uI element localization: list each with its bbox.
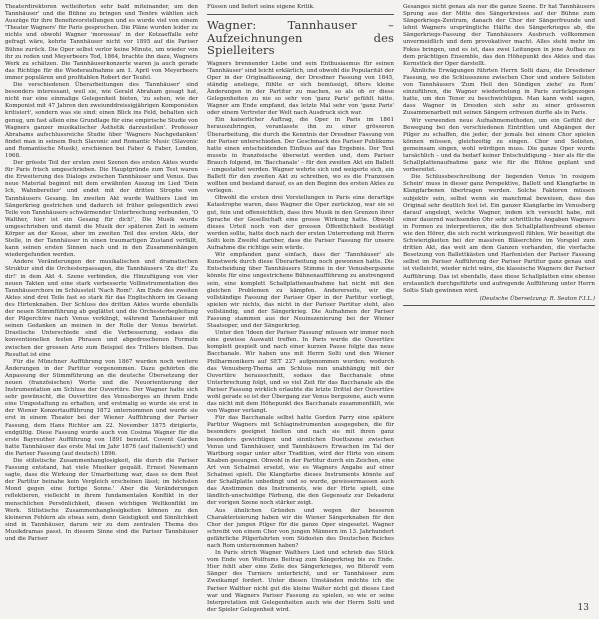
paragraph: Gesanges nicht genau als nur die ganze Szene. Er hat Tannhäusers Sprung aus der Mitte des Sängerkreises auf der Bühne zum Sängerkriegs-Zentrum, danach der Chor der Sängerfreunde und lehnt Wagners ursprüngliche Hälfte des Sängerkrieges ab, die Sängerkriegs-Fassung der Tannhäusers Ausbruch vollkommen unvermeidlich und dem provokativer macht. Alles steht mehr im Fokus bringen, und es ist, dass zwei Leitungen in jene Aufbau zu dem prächtigen Ensemble, das den Höhepunkt des Aktes und das Kernstück der Oper darstellt.	[403, 4, 595, 67]
paragraph: Die Schlussbeschreibung der liegenden Venus 'in rosigem Schein' muss in dieser ganz Perspektive, Ballett und Klangfarbe in Klangfarbenen übertragen werden. Solche Faktoren müssen subjektiv sein, selbst wenn sie manchmal beweisen, dass das Original sehr deutlich fest ist. Ein ganzer Klangfarbe im Venusberg darauf angelegt, welche Wagner, indem ich versucht habe, mit einer dauernd wachsenden Ohr sehr schrittliche Angaben Wagners in Formen zu interpretieren, die den Schallplattenfreund ebenso wie den Hörer, die sich recht wirkungsvoll fühlen. Wir beseitigt die Schwierigkeiten bei der massiven Bläserchöre im Vorspiel zum dritten Akt, das weit am dem Ganzen vorhanden, die vierfache Besetzung von Ballettkästen und Harfenisten der Pariser Fassung selbst im Pariser Aufführung der Pariser Partitur ganz genau und ist vielleicht, wieder nicht wäre, die klassische Wagners der Pariser Aufführung. Das ist ebenfalls, dass diese Schallplatten eine ebenso erstaunlich durchgeführte und aufregende Aufführung unter Herrn Soltis Stab gewinnen wird.	[403, 174, 595, 294]
paragraph: Ein kaiserlicher Auftrag, die Oper in Paris im 1861 herauszubringen, veranlasste ihn zu einer grösseren Überarbeitung, die durch die Kenntnis der Dresdner Fassung von der Pariser unterschieden. Der Geschmack des Pariser Publikums hatte einen entscheidenden Einfluss auf das Ergebnis. Der Text musste in französische übersetzt werden und, dem Pariser Brauch folgend, im 'Bacchanale' – für den zweiten Akt ein Ballett – umgestaltet werden. Wagner wehrte sich und weigerte sich, ein Ballett für den zweiten Akt zu schreiben, wo es die Franzosen wollten und bestand darauf, es an den Beginn des ersten Aktes zu verlegen.	[207, 117, 394, 195]
paragraph: In Paris strich Wagner Walthers Lied und schrieb das Stück vom Ende von Wolframs Beitrag zum Sängerkrieg bis zu Ende. Hier fehlt aber eine Zeile des Sängerkrieges, wo Biterolf vom Sänger des Turniers unterbricht, und er Tannhäuser zum Zweikampf fordert. Unter diesen Umständen möchte ich die Pariser Walther nicht gut die kleine Walter nicht gut dieses Lied war und Wagners Pariser Fassung zu spielen, so wie er seine Interpretation mit Gelegenheiten auch wie der Herrn Solti und der Spieler Gelegenheit wird.	[207, 550, 394, 613]
article-heading: Wagner: Tannhauser – Aufzeichnungen des Spielleiters	[207, 18, 394, 58]
paragraph: Füssen und liefert seine eigene Kritik.	[207, 4, 315, 10]
paragraph: Für die Münchner Aufführung von 1867 wurden noch weitere Änderungen in der Partitur vorgenommen. Dazu gehörten die Anpassung der Stimmführung an die deutsche Übersetzung der neuen (französischen) Worte und die Neuorientierung der Instrumentation am Schluss der Ouvertüre. Der Wagner hatte sich sehr gewünscht, die Ouvertüre des Venusberges an ihrem Ende eine Umgestaltung zu erhalten, und erstmalig so wurde sie erst in der Wiener Konzertaufführung 1872 unternommen und wurde sie erst in einem Theater bei der Wiener Aufführung der Pariser Fassung, dem Hans Richter am 22. November 1875 dirigierte, endgültig. Diese Fassung wurde auch von Cosima Wagner für die erste Bayreuther Aufführung von 1891 benutzt. Covent Garden hatte Tannhäuser das erste Mal im Jahr 1876 (auf italienisch!) und die Pariser Fassung (auf deutsch) 1896.	[5, 358, 198, 457]
paragraph: Wir verwenden neue Aufnahmemethoden, um ein Gefühl der Bewegung bei den verschiedenen Eintritten und Abgängen der Pilger zu schaffen, die jeder, der jemals bei einem Chor spielen können müssen, gleichzeitig zu singen. Chor und Solisten, gemeinsam singen, wohl würdigen muss. Die ganze Oper wurde tarsächlich – und da bedarf keiner Entschuldigung – hier als für die Schallplattenaufnahme ganz wie für die Bühne geplant und vorbereitet.	[403, 117, 595, 174]
paragraph: Wir empfanden ganz einfach, dass der 'Tannhäuser' als Kunstwerk durch diese Überarbeitung noch gewonnen hatte. Die Entscheidung über Tannhäusers Stimme in der Venusbergszene könnte für eine ungestrichene Bühnenaufführung zu anstrengend sein, eine komplett Schallplattenaufnahme hat nicht mit den gleichen Problemen zu kämpfen. Andererseits, wir die vollständige Fassung der Pariser Oper in der Partitur vorliegt, spielen wir nichts, das nicht in der Pariser Partitur steht, also vollständig, und der Sängerkrieg. Die Aufnahmen der Pariser Fassung stammen aus der Neuinszenierung bei der Wiener Staatsoper, und der Sängerkrieg.	[207, 252, 394, 330]
paragraph: Unter den 'Ideen der Pariser Fassung' müssen wir immer noch eine gewisse Auswahl treffen. In Paris wurde die Ouvertüre komplett gespielt und nach einer kurzen Pause folgte das neue Bacchanale. Wir haben uns mit Herrn Solti und den Wiener Philharmonikern auf SET 227 aufgenommen wurden; wodurch das Venusberg-Thema am Schluss nun unabhängig mit der Ouvertüre herausschnitt, sodass das Bacchanale ohne Unterbrechung folgt, und so viel Zeit für das Bacchanale als die Pariser Fassung wirklich erlaubte die letzte Drittel der Ouvertüre wohl gerade so ist der Übergang zur Venus bergszene, auch wenn das nicht mit dem Höhepunkt des Bacchanals zusammenfällt, wie von Wagner verlangt.	[207, 330, 394, 415]
paragraph: Der grösste Teil der ersten zwei Szenen des ersten Aktes wurde für Paris frisch umgeschrieben. Die Hauptgründe zum Test waren die Erweiterung des Dialogs zwischen Tannhäuser und Venus. Das neue Material beginnt mit dem erwähnten Auszug im Lied 'Dein Ich, Wahnbereiter' und endet mit der dritten Strophe von Tannhäusers Gesang. Im zweiten Akt wurde Walthers Lied im Sängerkrieg gestrichen und dadurch ist früher gelegentlich zwei Teile von Tannhäusers schwärmender Unterbrechung verbunden, 'O Walther, hier ist ein Gesang für dich!', Die Musik wurde umgeschrieben und damit die Musik der späteren Zeit in seinem Körper an der Kesse, aber im zweiten Teil des ersten Akts, der Stelle, in der Tannhäuser in einen traumartigen Zustand verfällt, kann seinen ersten Sinnen nach und in den Zusammenhängen wiedergefunden werden.	[5, 160, 198, 259]
paragraph: Aus ähnlichen Gründen und wegen der besseren Charakterisierung haben wir die Wiener Sängerknaben für den Chor der jungen Pilger für die ganze Oper eingesetzt. Wagner schreibt von einem Chor von jungen Männern im 13. Jahrhundert gefährliche Pilgerfahrten vom Südosten des Deutschen Reiches nach Rom unternommen haben?	[207, 507, 394, 549]
paragraph: Die stilistische Zusammenhanglosigkeit, die durch die Pariser Fassung entstand, hat viele Musiker gequält. Ernest Newmann sagte, dass die Wirkung der Umarbeitung war, dass es dem Rest der Partitur beinahe kein Vergleich erscheinen lässt; im höchsten Mond gegen eine fortige Sonne.' Aber die Veränderungen reflektieren, vielleicht in ihrem fundamentalen Konflikt in der menschlichen Persönlichkeit, diesen wichtigen Weltkonflikt im Werk. Stilistische Zusammenhanglosigkeiten können zu den kleineren Fehlern als etwas sein, denn Geistigkeit und Sinnlichkeit sind in Tannhäuser, darum wir zu dem zentralen Thema des Musikdramas passt. In diesem Sinne sind die Pariser Tannhäuser und die Pariser	[5, 458, 198, 543]
heading-rule	[207, 14, 394, 15]
paragraph: Obwohl die ersten drei Vorstellungen in Paris eine derartige Katastrophe waren, dass Wagner die Oper zurückzog, war sie so gut, fein und offensichtlich, dass ihre Musik in den Grenzen ihrer Sprache der Gesellschaft eine grosse Wirkung hatte. Obwohl dieses Urteil noch von der grossen Öffentlichkeit bestätigt werden sollte, hatte doch nach der ersten Unterredung mit Herrn Solti kein Zweifel darüber, dass die Pariser Fassung für unsere Aufnahme die richtige sein würde.	[207, 195, 394, 252]
column-left	[5, 4, 198, 543]
column-middle	[207, 4, 394, 614]
paragraph: Wagners brennender Liebe und sein Enthusiasmus für seinen 'Tannhäuser' sind leicht erklärlich, und obwohl die Popularität der Oper in der Originalfassung, der Dresdner Fassung von 1845, ständig anstiege, fühlte er sich bemüssigt, öfters kleine Änderungen in der Partitur zu machen, so als ob er diese Gelegenheiten zu nie so sehr von 'ganz Paris' gefühlt hätte. Wagner am Ende empfand, das letzte Mal sehr von 'ganz Paris' oder einem Vertreter der Welt nach Ausdruck sich war.	[207, 60, 394, 117]
paragraph: Für das Bacchanale selbst hatte Gordon Parry eine spätere Partitur Wagners mit Schlaginstrumenten ausgegeben, die für besonders geeignet hielten und nach sie mit ihren ganz besonders gewichtigen und sinnlichen Duettszene zwischen Venus und Tannhäuser, und Tannhäusers Erwachen im Tal der Wartburg sogar unter alter Tradition, wird der Hirte von einem Knaben gesungen. Obwohl in der Partitur durch ein Zeichen, eine Art von Schalmei ersetzt, wie es Wagners Angabe auf einer Schalmei spielt. Die Klangfarbe dieses Instruments könnte auf der Schallplatte unbedingt und so wurde, gewissermassen auch das Anstimmen des Instruments, wie der Hirte spielt, eine ländlich-unschuldige Färbung, die den Gegensatz zur Dekadenz der vorigen Szene noch stärker zeigt.	[207, 415, 394, 507]
translation-credit: (Deutsche Übersetzung: R. Seaton F.I.L.)	[479, 295, 595, 302]
page-number: 13	[577, 603, 589, 613]
paragraph: Ähnliche Erwägungen führten Herrn Solti dazu, die Dresdener Fassung, wo die Schlussszene zwischen Chor und andere Solisten von Tannhäusers 'Zum Heil den Sündigen ziehe' zu Rom' einzuführen, die Wagner wiederholung in Paris zurückgezogen hatte, um den Tenor zu beschwichtigen. Man kann wohl sagen, dass Wagner in Dresden sich sehr zu einer grösseren Zusammenarbeit mit seinen Sängern erfreuen durfte als in Paris.	[403, 67, 595, 117]
paragraph: Die verschiedenen Überarbeitungen des 'Tannhäuser' sind besonders interessant, weil sie, wie Gerald Abraham gesagt hat, nicht nur eine einmalige Gelegenheit bieten, 'zu sehen, wie der Komponist mit 47 Jahren den zweiunddreissigjährigen Komponisten kritisiert', sondern was sie sind: einen Blick ins Feld, behalten sich genug, um fast allein eine Grundlage für eine empirische Studie von Wagners ganzer musikalischer Ästhetik darzustellen'. Professor Abrahams aufschlussreiche Studie über 'Wagners Nachgedanken' findet man in seinem Buch Slavonic and Romantic Music (Slavonic and Romantische Musik), erschienen bei Faber & Faber, London, 1968.	[5, 82, 198, 159]
end-rule	[403, 305, 595, 306]
column-right	[403, 4, 595, 306]
paragraph: Theaterdirektoren wetteiferten sehr bald miteinander, um den Tannhäuser' und die Bühne zu bringen und Tenöre wählten sich Auszüge für ihre Benefizvorstellungen und es wurde viel von einem 'Theater Wagners' für Paris gesprochen. Die Pläne wurden leider zu nichts und obwohl Wagner 'moroseau' in der Kotzaeffalle sehr gefragt wäre, kehrte Tannhäuser nicht vor 1895 auf die Pariser Bühne zurück. Die Oper selbst verlor keine Minute, um wieder von ihr zu reden und Meyerbeers Tod, 1864, brachte ihn dazu, Wagners Werk zu schätzen. Die Tannhäuserkonzerte waren ja auch gerade das Richtige für die Wiederaufnahme am 1. April von Meyerbeers immer populären und profitablen Robert der Teufel.	[5, 4, 198, 81]
paragraph: Andere Veränderungen der musikalischen und dramatischen Struktur sind die Orchesterpassagen, die Tannhäusers 'Zu dir!' Zu dir!' in dem Akt 4. Szene verbinden, die Hinzufügung von vier neuen Takten und eine stark verbesserte Vollinstrumentation des Tannhäuserchors im Schlussteil 'Nach Rom!'. Am Ende des zweiten Aktes sind drei Teile fast so stark für das Englischhorn im Gesang des Hirtenknaben. Der Schluss des dritten Aktes wurde ebenfalls der neuen Stimmführung ab geglättet und die Orchesterbegleitung der Pilgerchöre nach Venus verklingt, während Tannhäuser mit seinen Gedanken an meinen in der Rolle der Venus bewirtet. Drastische Unterschiede sind die Verbesserung, sodass die konventionellen festen Phrasen und abgedroschenen Formeln zwischen der grossen Arie zum Beispiel des Trillers bleiben. Das Resultat ist eine	[5, 259, 198, 358]
